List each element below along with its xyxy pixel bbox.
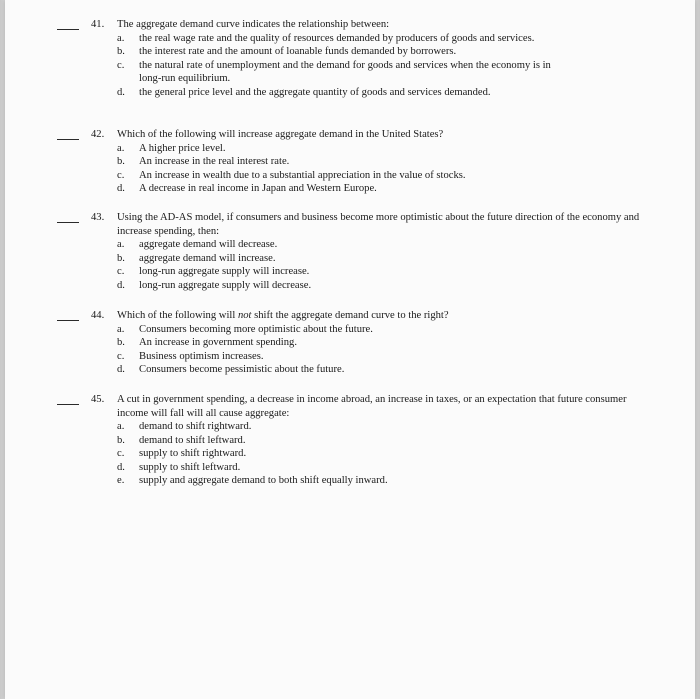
- stem-emphasis: not: [237, 310, 252, 321]
- answer-option: [117, 169, 617, 183]
- option-text: Business optimism increases.: [139, 350, 264, 362]
- question-stem: The aggregate demand curve indicates the relationship between:: [117, 19, 390, 30]
- question-stem: Which of the following will increase aggregate demand in the United States?: [117, 129, 444, 140]
- answer-option: [117, 59, 557, 86]
- option-text: the real wage rate and the quality of resources demanded by producers of goods and services.: [139, 32, 535, 44]
- option-text: the natural rate of unemployment and the demand for goods and services when the economy is in long-run equilibrium.: [139, 59, 551, 84]
- answer-option: [117, 32, 557, 46]
- question-number: 43.: [91, 212, 105, 223]
- option-letter: d.: [117, 86, 125, 98]
- answer-option: [117, 86, 557, 100]
- option-letter: a.: [117, 142, 125, 154]
- option-letter: d.: [117, 461, 125, 473]
- option-letter: e.: [117, 475, 125, 486]
- option-letter: a.: [117, 32, 125, 44]
- answer-options: [117, 238, 597, 292]
- option-letter: a.: [117, 421, 125, 432]
- option-letter: c.: [117, 59, 125, 71]
- question-number: 42.: [91, 129, 105, 140]
- option-letter: b.: [117, 434, 125, 446]
- option-letter: c.: [117, 169, 125, 181]
- option-text: Consumers becoming more optimistic about the future.: [139, 323, 373, 335]
- option-letter: b.: [117, 156, 125, 167]
- answer-option: [117, 279, 597, 293]
- answer-blank: [57, 222, 79, 223]
- option-letter: a.: [117, 239, 125, 250]
- answer-option: [117, 447, 597, 461]
- option-letter: c.: [117, 448, 125, 459]
- answer-option: [117, 323, 597, 337]
- option-text: A higher price level.: [139, 142, 226, 154]
- exam-page: [5, 0, 695, 699]
- option-letter: b.: [117, 337, 125, 348]
- answer-option: [117, 252, 597, 266]
- answer-option: [117, 474, 597, 488]
- answer-option: [117, 265, 597, 279]
- answer-option: [117, 238, 597, 252]
- answer-option: [117, 363, 597, 377]
- stem-text: Which of the following will: [117, 310, 238, 321]
- answer-option: [117, 461, 597, 475]
- stem-text: shift the aggregate demand curve to the right?: [251, 310, 449, 321]
- option-letter: a.: [117, 323, 125, 335]
- answer-options: [117, 420, 597, 488]
- answer-options: [117, 323, 597, 377]
- option-text: long-run aggregate supply will increase.: [139, 266, 310, 277]
- option-text: An increase in wealth due to a substantial appreciation in the value of stocks.: [139, 169, 466, 181]
- option-letter: c.: [117, 266, 125, 277]
- question-stem: [117, 309, 662, 323]
- answer-options: [117, 142, 617, 196]
- option-text: An increase in government spending.: [139, 337, 297, 348]
- option-text: Consumers become pessimistic about the future.: [139, 364, 345, 375]
- option-text: supply to shift leftward.: [139, 461, 241, 473]
- option-letter: c.: [117, 350, 125, 362]
- option-text: the interest rate and the amount of loanable funds demanded by borrowers.: [139, 46, 457, 57]
- option-text: demand to shift leftward.: [139, 434, 246, 446]
- option-letter: d.: [117, 279, 125, 291]
- option-text: A decrease in real income in Japan and Western Europe.: [139, 183, 377, 194]
- option-text: aggregate demand will increase.: [139, 252, 276, 264]
- question-number: 41.: [91, 19, 105, 30]
- option-text: supply to shift rightward.: [139, 448, 247, 459]
- option-text: long-run aggregate supply will decrease.: [139, 279, 312, 291]
- answer-option: [117, 350, 597, 364]
- answer-option: [117, 182, 617, 196]
- option-letter: d.: [117, 364, 125, 375]
- answer-blank: [57, 139, 79, 140]
- option-text: the general price level and the aggregate quantity of goods and services demanded.: [139, 86, 491, 98]
- answer-blank: [57, 320, 79, 321]
- option-letter: b.: [117, 46, 125, 57]
- answer-option: [117, 434, 597, 448]
- option-letter: b.: [117, 252, 125, 264]
- answer-blank: [57, 404, 79, 405]
- answer-option: [117, 420, 597, 434]
- answer-option: [117, 336, 597, 350]
- question-number: 45.: [91, 394, 105, 405]
- option-text: An increase in the real interest rate.: [139, 156, 290, 167]
- option-text: aggregate demand will decrease.: [139, 239, 278, 250]
- answer-option: [117, 142, 617, 156]
- option-letter: d.: [117, 183, 125, 194]
- question-stem: Using the AD-AS model, if consumers and business become more optimistic about the future direction of the economy and increase spending, then:: [117, 212, 640, 237]
- answer-option: [117, 155, 617, 169]
- answer-options: [117, 32, 557, 100]
- answer-option: [117, 45, 557, 59]
- option-text: supply and aggregate demand to both shift equally inward.: [139, 475, 388, 486]
- answer-blank: [57, 29, 79, 30]
- option-text: demand to shift rightward.: [139, 421, 252, 432]
- question-stem: A cut in government spending, a decrease in income abroad, an increase in taxes, or an expectation that future consumer income will fall will all cause aggregate:: [117, 394, 627, 419]
- question-number: 44.: [91, 310, 105, 321]
